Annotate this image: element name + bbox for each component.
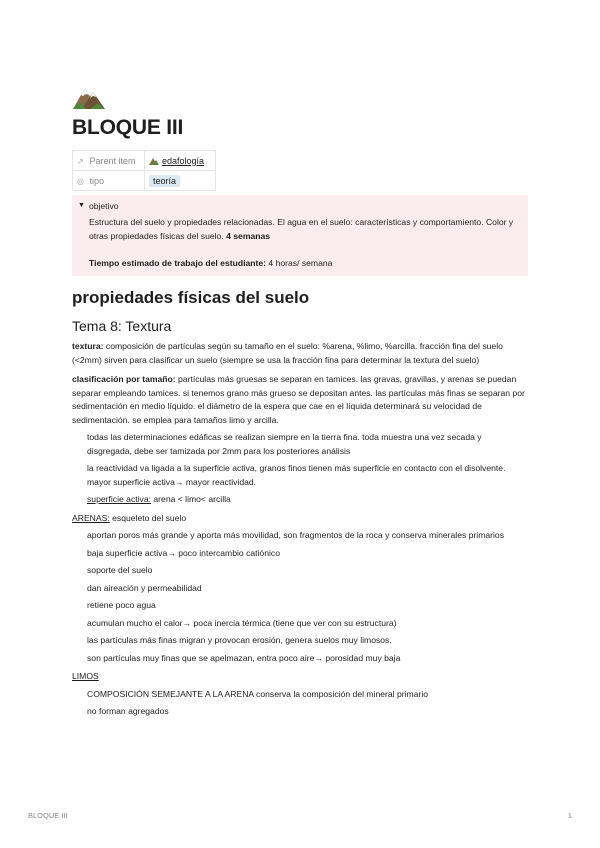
arenas-heading: ARENAS: esqueleto del suelo [72,512,187,523]
objetivo-callout [72,195,528,276]
parent-arrow-icon: ↗ [77,156,84,166]
callout-body: Estructura del suelo y propiedades relacionadas. El agua en el suelo: características y comportamiento. Color y otras propiedades físicas del suelo. 4 semanas Tiempo estimado de trabajo del estudiante: 4 horas/ semana [89,217,514,268]
list-item: no forman agregados [87,706,169,716]
section-heading: propiedades físicas del suelo [72,288,310,307]
objetivo-toggle[interactable]: ▼ objetivo [78,201,119,211]
list-item: las partículas más finas migran y provocan erosión, genera suelos muy limosos. [87,635,392,645]
property-value[interactable] [145,171,216,191]
properties-table [72,150,216,191]
list-item: soporte del suelo [87,565,153,575]
textura-paragraph: textura: composición de partículas según su tamaño en el suelo: %arena, %limo, %arcilla. fracción fina del suelo (<2mm) sirven para clasificar un suelo (siempre se usa la fracción fina para determinar la textura del suelo) [72,341,503,365]
page-content [72,82,528,719]
page-title: BLOQUE III [72,116,184,139]
mountain-icon [72,82,106,112]
list-item: aportan poros más grande y aporta más movilidad, son fragmentos de la roca y conserva minerales primarios [87,530,504,540]
list-item: dan aireación y permeabilidad [87,582,202,593]
section-subheading: Tema 8: Textura [72,318,172,334]
list-item: COMPOSICIÓN SEMEJANTE A LA ARENA conserva la composición del mineral primario [87,688,429,699]
list-item: acumulan mucho el calor→ poca inercia térmica (tiene que ver con su estructura) [87,617,397,628]
list-item: la reactividad va ligada a la superficie activa, granos finos tienen más superficie en contacto con el disolvente. mayor superficie activa→ mayor reactividad. [87,463,506,487]
superficie-activa-item: superficie activa: arena < limo< arcilla [87,494,231,504]
property-key: ◎ tipo [73,171,145,191]
property-row [73,151,216,171]
limos-heading: LIMOS [72,671,99,681]
footer-title: BLOQUE III [28,811,68,820]
property-key: ↗ Parent item [73,151,145,171]
list-item: baja superficie activa→ poco intercambio catiónico [87,547,280,558]
page-number: 1 [567,811,572,820]
tipo-icon: ◎ [77,176,84,186]
clasificacion-paragraph: clasificación por tamaño: partículas más gruesas se separan en tamices. las gravas, gravillas, y arenas se puedan separar empleando tamices. si tenemos grano más grueso se depositan antes. las partículas más finas se separan por sedimentación en medio líquido. el diámetro de la espera que cae en el líquida determinará su velocidad de sedimentación. se emplea para tamaños limo y arcilla. [72,374,525,425]
property-row [73,171,216,191]
property-value[interactable] [145,151,216,171]
list-item: son partículas muy finas que se apelmazan, entra poco aire→ porosidad muy baja [87,652,401,663]
toggle-triangle-icon[interactable]: ▼ [78,202,85,209]
mountain-icon [149,157,159,165]
list-item: todas las determinaciones edáficas se realizan siempre en la tierra fina. toda muestra una vez secada y disgregada, debe ser tamizada por 2mm para los posteriores análisis [87,432,482,456]
tipo-badge[interactable]: teoría [149,175,180,187]
parent-item-link[interactable]: edafología [162,155,205,166]
list-item: retiene poco agua [87,600,156,610]
